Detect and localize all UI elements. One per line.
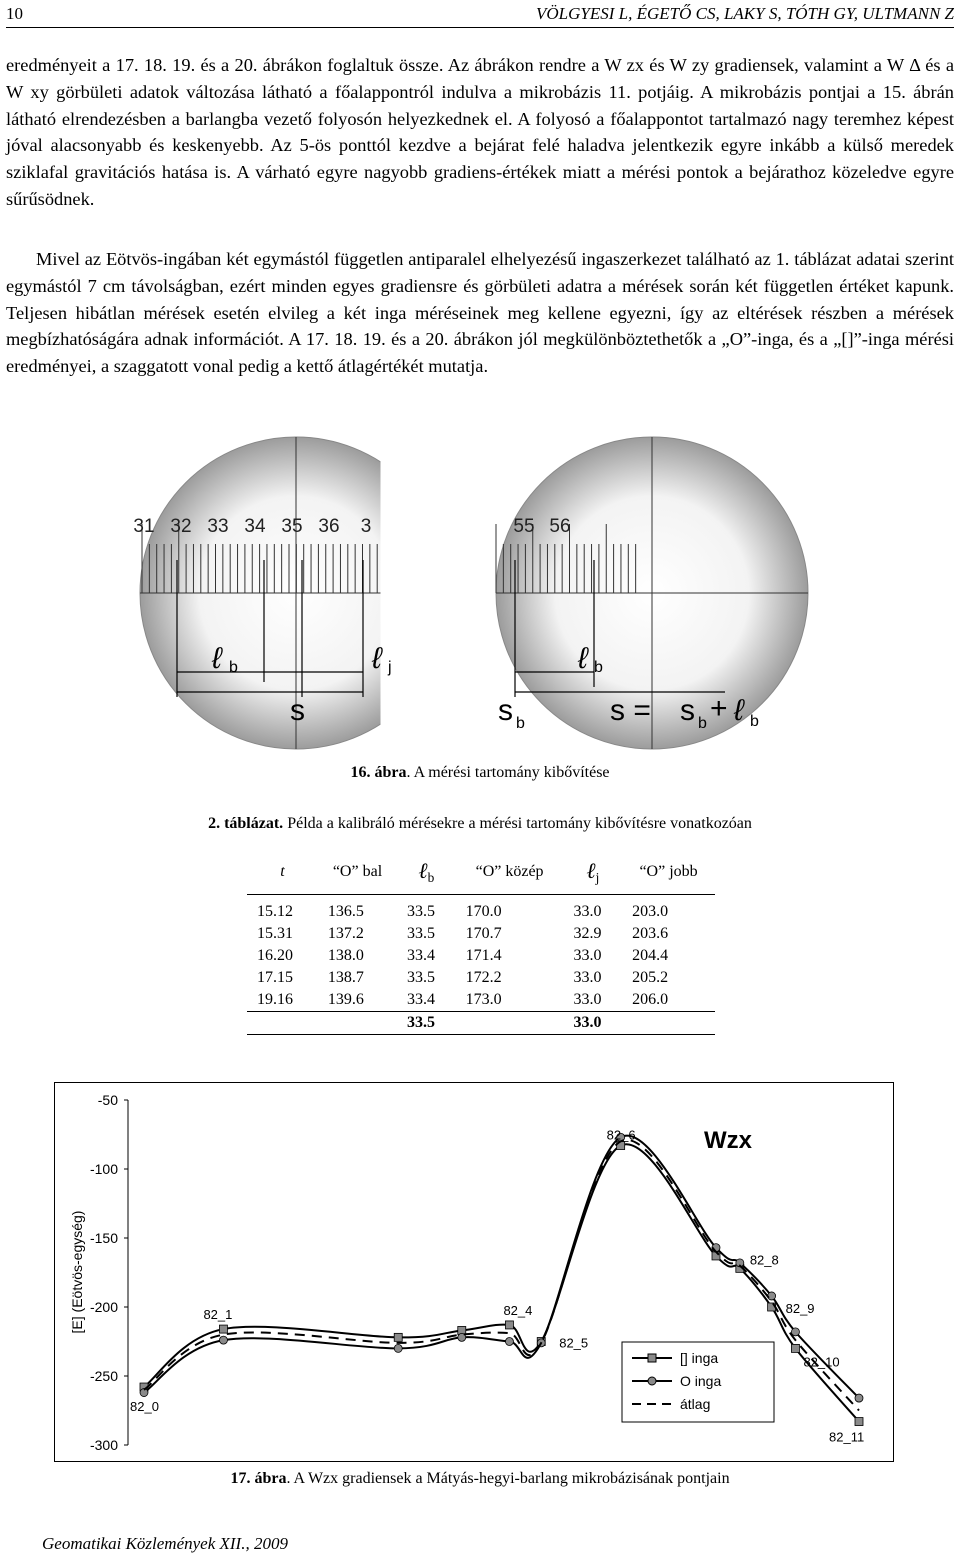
legend-o-inga: O inga: [680, 1373, 722, 1389]
table-2-caption-text: Példa a kalibráló mérésekre a mérési tartomány kibővítésre vonatkozóan: [283, 815, 752, 832]
data-point: [394, 1333, 402, 1341]
figure-16-number: 16. ábra: [350, 764, 407, 781]
table-header-row: [247, 850, 715, 895]
table-row: [247, 967, 715, 989]
point-label: 82_5: [559, 1335, 589, 1351]
y-tick-label: -300: [89, 1437, 118, 1453]
header-rule: [6, 27, 954, 28]
cell: 170.7: [465, 925, 502, 942]
cell: 33.0: [573, 903, 602, 920]
cell: 203.6: [632, 925, 669, 942]
cell: 205.2: [632, 969, 669, 986]
point-label: 82_0: [130, 1399, 159, 1415]
point-label: 82_8: [749, 1252, 779, 1268]
data-point: [219, 1325, 227, 1333]
point-label: 82_9: [785, 1301, 815, 1316]
cell: 33.5: [407, 969, 436, 986]
cell: [247, 1012, 318, 1035]
y-tick-label: -250: [89, 1368, 118, 1384]
cell: 33.0: [564, 989, 623, 1012]
data-point: [791, 1328, 799, 1336]
cell: 33.4: [397, 989, 456, 1012]
data-point: [855, 1394, 863, 1402]
figure-17-wzx-chart: [54, 1082, 894, 1462]
table-2-number: 2. táblázat.: [208, 815, 284, 832]
mean-lb-cell: 33.5: [397, 1012, 456, 1035]
cell: 204.4: [632, 947, 669, 964]
cell: [318, 1012, 397, 1035]
equation-l-subscript: b: [750, 713, 759, 730]
chart-legend: [622, 1342, 774, 1422]
table-row: [247, 923, 715, 945]
cell: 206.0: [622, 989, 715, 1012]
figure-17-caption-text: . A Wzx gradiensek a Mátyás-hegyi-barlang mikrobázisának pontjain: [286, 1470, 730, 1487]
page-header: [6, 4, 954, 26]
paragraph-2: Mivel az Eötvös-ingában két egymástól független antiparalel elhelyezésű ingaszerkezet található az 1. táblázat adatai szerint egymástól 7 cm távolságban, ezért minden egyes gradiensre és görbületi adatra a mérések során két független értéket kapunk. Teljesen hibátlan mérések esetén elvileg a két inga méréseinek meg kellene egyezni, így az eltérések részben a mérések megbízhatóságára adnak információt. A 17. 18. 19. és a 20. ábrákon jól megkülönböztethetők a „O”-inga, és a „[]”-inga mérési eredményei, a szaggatott vonal pedig a kettő átlagértékét mutatja.: [6, 249, 954, 377]
table-row: [247, 895, 715, 924]
lb-left-label: ℓ: [212, 642, 222, 675]
y-tick-label: -150: [89, 1230, 118, 1246]
cell: 139.6: [318, 989, 397, 1012]
col-header-o-bal: “O” bal: [318, 850, 397, 895]
cell: 138.7: [327, 969, 364, 986]
cell: 17.15: [257, 969, 293, 986]
lb-right-subscript: b: [594, 659, 603, 676]
cell: 15.12: [257, 903, 293, 920]
col-header-o-kozep: “O” közép: [456, 850, 564, 895]
cell: 32.9: [573, 925, 602, 942]
equation-l: ℓ: [734, 694, 744, 727]
lj-label: ℓ: [372, 642, 382, 675]
cell: [456, 1012, 564, 1035]
journal-footer: Geomatikai Közlemények XII., 2009: [42, 1534, 288, 1553]
data-point: [394, 1344, 402, 1352]
cell: 203.0: [632, 903, 669, 920]
table-row: [247, 989, 715, 1012]
scale-number: 34: [244, 516, 266, 537]
right-eyepiece-view: [496, 437, 808, 749]
y-tick-label: -100: [89, 1161, 118, 1177]
cell: 172.2: [465, 969, 502, 986]
cell: 136.5: [327, 903, 364, 920]
equation-plus: +: [710, 692, 728, 725]
data-point: [505, 1338, 513, 1346]
figure-16-caption-text: . A mérési tartomány kibővítése: [406, 764, 610, 781]
cell: 33.5: [407, 925, 436, 942]
cell: 19.16: [247, 989, 318, 1012]
cell: 33.4: [407, 947, 436, 964]
point-label: 82_6: [606, 1127, 636, 1143]
lb-left-subscript: b: [229, 659, 238, 676]
y-tick-label: -50: [97, 1092, 118, 1108]
equation-sb: s: [680, 694, 695, 727]
point-label: 82_10: [803, 1354, 840, 1370]
table-row: [247, 945, 715, 967]
running-head: VÖLGYESI L, ÉGETŐ CS, LAKY S, TÓTH GY, ULTMANN Z: [535, 4, 954, 23]
sb-subscript: b: [516, 715, 525, 732]
y-axis-label: [E] (Eötvös-egység): [69, 1210, 85, 1334]
scale-number: 32: [170, 516, 192, 537]
col-header-t: t: [247, 850, 318, 895]
scale-number: 36: [318, 516, 340, 537]
table-2-caption: [0, 815, 960, 833]
scale-number: 33: [207, 516, 229, 537]
figure-16-scale-diagram: [120, 432, 880, 752]
scale-number: 3: [360, 516, 372, 537]
cell: 33.5: [407, 903, 436, 920]
data-point: [791, 1344, 799, 1352]
cell: 170.0: [465, 903, 502, 920]
mean-lj-cell: 33.0: [564, 1012, 623, 1035]
figure-16-caption: [0, 764, 960, 782]
cell: 33.0: [573, 947, 602, 964]
data-point: [768, 1292, 776, 1300]
y-tick-label: -200: [89, 1299, 118, 1315]
point-label: 82_11: [829, 1429, 865, 1445]
col-header-o-jobb: “O” jobb: [622, 850, 715, 895]
point-label: 82_1: [203, 1307, 233, 1323]
scale-number: 56: [549, 516, 571, 537]
cell: 16.20: [257, 947, 293, 964]
lj-subscript: j: [388, 659, 392, 676]
scale-number: 55: [513, 516, 535, 537]
data-point: [855, 1418, 863, 1426]
cell: 138.0: [327, 947, 364, 964]
figure-17-number: 17. ábra: [230, 1470, 287, 1487]
point-label: 82_4: [503, 1302, 533, 1318]
lb-right-label: ℓ: [578, 642, 588, 675]
col-header-lj: ℓ$_j$: [564, 850, 623, 895]
cell: [622, 1012, 715, 1035]
equation-sb-subscript: b: [698, 715, 707, 732]
cell: 15.31: [257, 925, 293, 942]
calibration-table: [247, 850, 715, 1035]
legend-square-inga: [] inga: [680, 1350, 719, 1366]
paragraph-1: eredményeit a 17. 18. 19. és a 20. ábrákon foglaltuk össze. Az ábrákon rendre a W zx és W zy gradiensek, valamint a W Δ és a W xy görbületi adatok változása látható a főalappontról indulva a mikrobázis 11. potjáig. A mikrobázis pontjai a 15. ábrán látható elrendezésben a barlangba vezető folyosón helyezkednek el. A folyosó a főalappontot tartalmazó nagy teremhez képest jóval alacsonyabb és keskenyebb. Az 5-ös ponttól kezdve a bejárat felé haladva jelentkezik egyre inkább a külső meredek sziklafal gravitációs hatása is. A várható egyre nagyobb gradiens-értékek miatt a mérési pontok a bejárathoz közeledve egyre sűrűsödnek.: [6, 55, 954, 209]
table-mean-row: [247, 1012, 715, 1035]
cell: 33.0: [573, 969, 602, 986]
chart-title: Wzx: [704, 1127, 752, 1154]
col-header-lb: ℓ$_b$: [397, 850, 456, 895]
legend-atlag: átlag: [680, 1396, 711, 1412]
cell: 173.0: [456, 989, 564, 1012]
scale-number: 31: [133, 516, 155, 537]
data-point: [219, 1336, 227, 1344]
s-label: s: [290, 694, 305, 727]
sb-label: s: [498, 694, 513, 727]
equation-s: s =: [610, 694, 651, 727]
figure-17-caption: [0, 1470, 960, 1488]
scale-number: 35: [281, 516, 303, 537]
cell: 137.2: [327, 925, 364, 942]
cell: 171.4: [465, 947, 502, 964]
page-number: 10: [6, 4, 23, 23]
data-point: [505, 1321, 513, 1329]
